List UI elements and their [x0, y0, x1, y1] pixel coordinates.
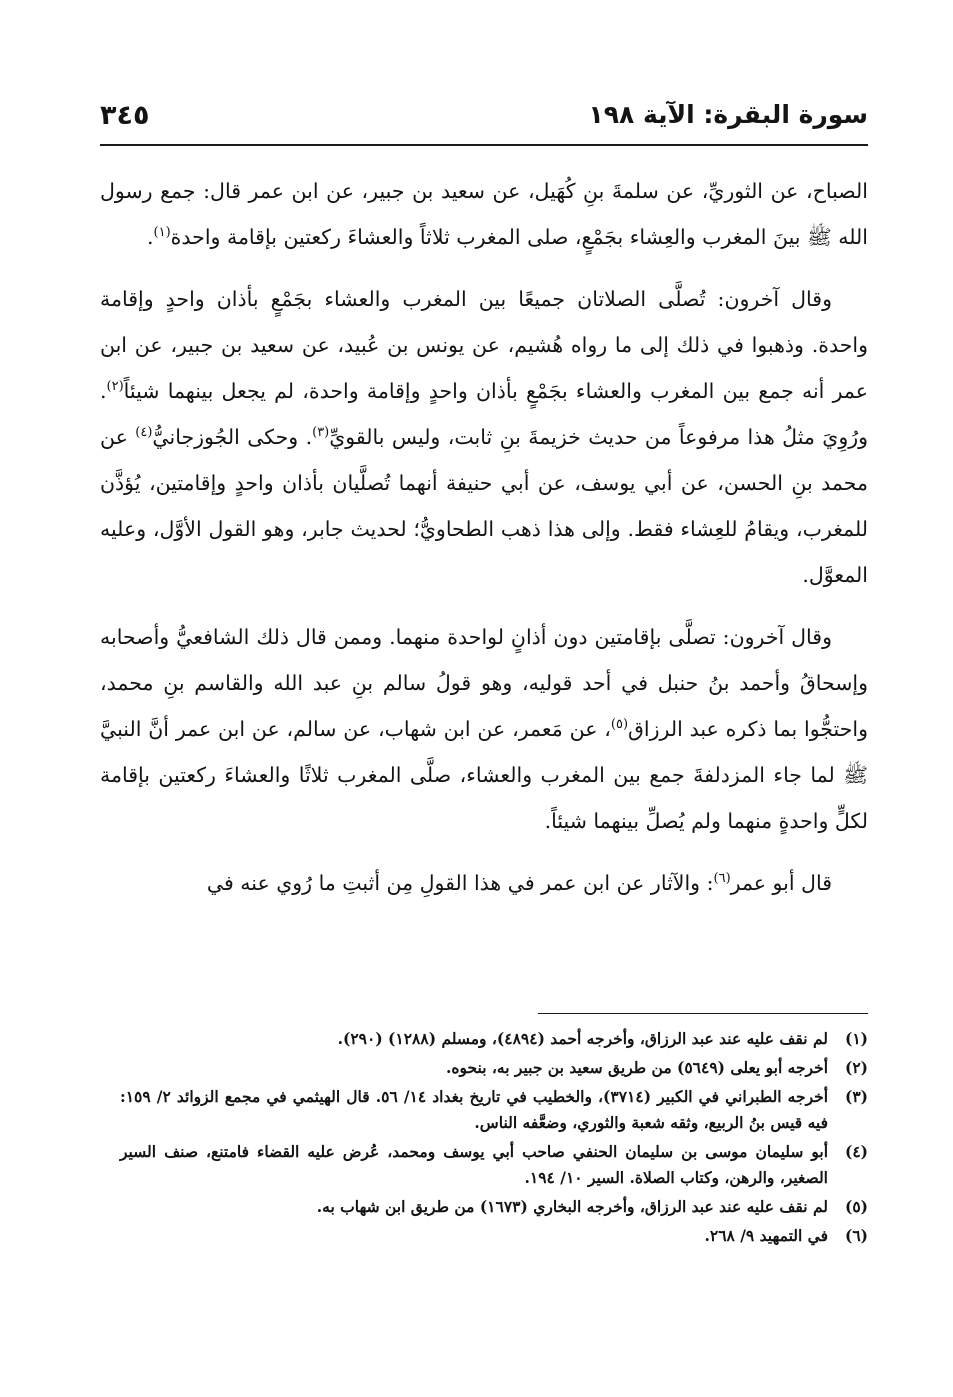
- page-header: [100, 94, 868, 146]
- footnote-separator: [538, 1013, 868, 1014]
- footnote-ref: (٣): [312, 425, 330, 441]
- paragraph: [100, 276, 868, 598]
- footnote-ref: (٤): [135, 425, 153, 441]
- text-run: . ورُوِيَ مثلُ هذا مرفوعاً من حديث خزيمةَ بنِ ثابت، وليس بالقويِّ: [100, 379, 869, 449]
- footnote: [120, 1055, 868, 1081]
- footnotes-list: [120, 1026, 868, 1252]
- footnote-ref: (٢): [106, 379, 124, 395]
- footnote-ref: (١): [153, 225, 171, 241]
- paragraph: [100, 860, 868, 906]
- footnote-text: لم نقف عليه عند عبد الرزاق، وأخرجه أحمد (٤٨٩٤)، ومسلم (١٢٨٨) (٢٩٠).: [337, 1029, 828, 1048]
- text-run: .: [147, 225, 154, 249]
- paragraph: [100, 168, 868, 260]
- footnote-text: أبو سليمان موسى بن سليمان الحنفي صاحب أبي يوسف ومحمد، عُرض عليه القضاء فامتنع، صنف السير الصغير، والرهن، وكتاب الصلاة. السير ١٠/ ١٩٤.: [120, 1142, 828, 1187]
- footnote: [120, 1194, 868, 1220]
- footnote-text: أخرجه أبو يعلى (٥٦٤٩) من طريق سعيد بن جبير به، بنحوه.: [445, 1058, 828, 1077]
- footnote-text: لم نقف عليه عند عبد الرزاق، وأخرجه البخاري (١٦٧٣) من طريق ابن شهاب به.: [316, 1197, 828, 1216]
- footnote: [120, 1139, 868, 1191]
- text-run: ، عن مَعمر، عن ابن شهاب، عن سالم، عن ابن عمر أنَّ النبيَّ ﷺ لما جاء المزدلفةَ جمع بين المغرب والعشاء، صلَّى المغرب ثلاثًا والعشاءَ ركعتين بإقامة لكلٍّ واحدةٍ منهما ولم يُصلِّ بينهما شيئاً.: [100, 717, 868, 833]
- text-run: وقال آخرون: تصلَّى بإقامتين دون أذانٍ لواحدة منهما. وممن قال ذلك الشافعيُّ وأصحابه وإسحاقُ وأحمد بنُ حنبل في أحد قوليه، وهو قولُ سالم بنِ عبد الله والقاسم بنِ محمد، واحتجُّوا بما ذكره عبد الرزاق: [100, 625, 868, 741]
- footnote: [120, 1084, 868, 1136]
- footnote-text: أخرجه الطبراني في الكبير (٣٧١٤)، والخطيب في تاريخ بغداد ١٤/ ٥٦. قال الهيثمي في مجمع الزوائد ٢/ ١٥٩: فيه قيس بنُ الربيع، وثقه شعبة والثوري، وضعَّفه الناس.: [120, 1087, 829, 1132]
- text-run: قال أبو عمر: [730, 871, 832, 895]
- text-run: . وحكى الجُوزجانيُّ: [152, 425, 313, 449]
- footnote-ref: (٦): [713, 871, 731, 887]
- text-run: : والآثار عن ابن عمر في هذا القولِ مِن أثبتِ ما رُوي عنه في: [206, 871, 714, 895]
- footnote-number: (٣): [844, 1087, 868, 1106]
- main-text: [100, 168, 868, 906]
- text-run: وقال آخرون: تُصلَّى الصلاتان جميعًا بين المغرب والعشاء بجَمْعٍ بأذان واحدٍ وإقامة واحدة. وذهبوا في ذلك إلى ما رواه هُشيم، عن يونس بن عُبيد، عن سعيد بن جبير، عن ابن عمر أنه جمع بين المغرب والعشاء بجَمْعٍ بأذان واحدٍ وإقامة واحدة، لم يجعل بينهما شيئاً: [100, 287, 868, 403]
- paragraph: [100, 614, 868, 844]
- page-number: ٣٤٥: [100, 100, 150, 131]
- footnote-number: (٤): [844, 1142, 868, 1161]
- footnote-number: (٦): [844, 1226, 868, 1245]
- footnote: [120, 1223, 868, 1249]
- footnote-number: (٢): [844, 1058, 868, 1077]
- footnote-number: (١): [844, 1029, 868, 1048]
- footnote-ref: (٥): [610, 717, 629, 733]
- text-run: الصباح، عن الثوريِّ، عن سلمةَ بنِ كُهَيل، عن سعيد بن جبير، عن ابن عمر قال: جمع رسول الله ﷺ بينَ المغرب والعِشاء بجَمْعٍ، صلى المغرب ثلاثاً والعشاءَ ركعتين بإقامة واحدة: [100, 179, 868, 249]
- footnote: [120, 1026, 868, 1052]
- footnote-number: (٥): [844, 1197, 868, 1216]
- running-title: سورة البقرة: الآية ١٩٨: [588, 100, 868, 129]
- header-rule: [100, 144, 868, 146]
- footnote-text: في التمهيد ٩/ ٢٦٨.: [704, 1226, 828, 1245]
- text-run: عن محمد بنِ الحسن، عن أبي يوسف، عن أبي حنيفة أنهما تُصلَّيان بأذان واحدٍ وإقامتين، يُؤذَّن للمغرب، ويقامُ للعِشاء فقط. وإلى هذا ذهب الطحاويُّ؛ لحديث جابر، وهو القول الأوَّل، وعليه المعوَّل.: [100, 425, 868, 587]
